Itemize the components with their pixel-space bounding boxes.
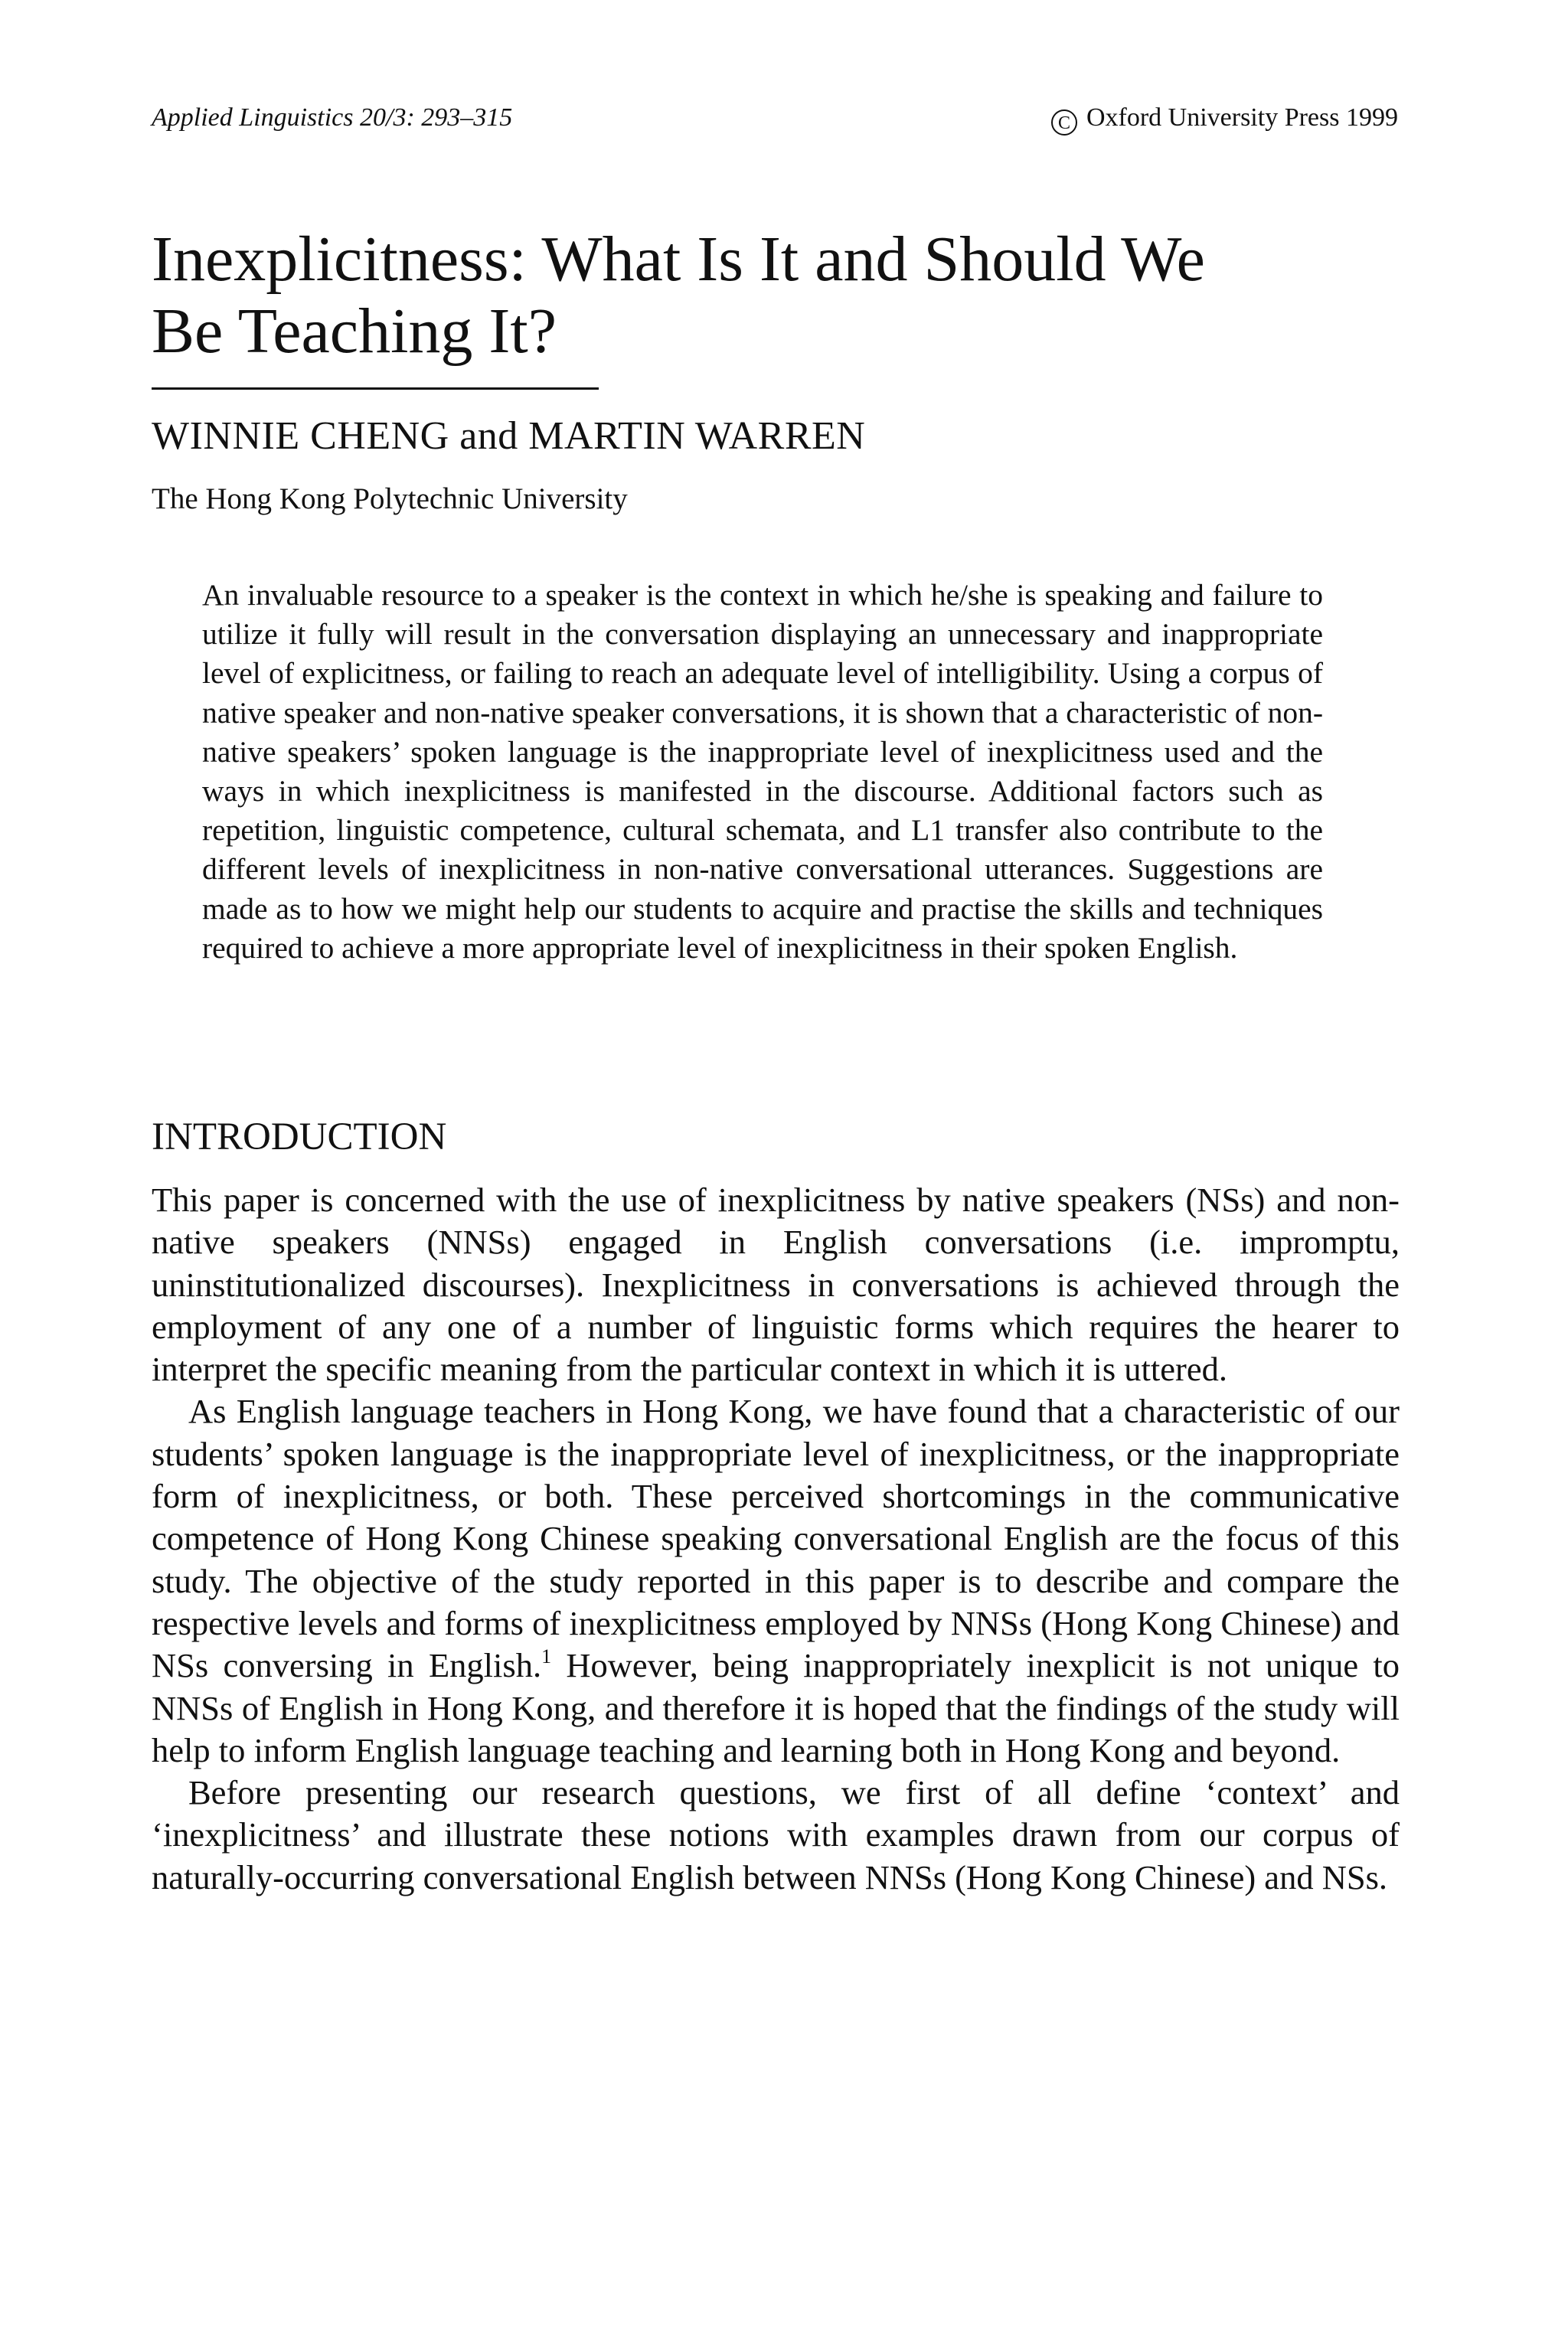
title-rule [152,387,599,390]
footnote-marker[interactable]: 1 [541,1645,552,1668]
running-head [152,101,1398,136]
paragraph-2-text: As English language teachers in Hong Kong, we have found that a characteristic of our students’ spoken language is the inappropriate level of inexplicitness, or the inappropriate form of inexplicitness, or both. These perceived shortcomings in the communicative competence of Hong Kong Chinese speaking conversational English are the focus of this study. The objective of the study reported in this paper is to describe and compare the respective levels and forms of inexplicitness employed by NNSs (Hong Kong Chinese) and NSs conversing in English. [152,1392,1400,1685]
copyright-line [1051,101,1398,136]
publisher-text: Oxford University Press 1999 [1086,103,1398,132]
abstract: An invaluable resource to a speaker is the context in which he/she is speaking and failure to utilize it fully will result in the conversation displaying an unnecessary and inappropriate level of explicitness, or failing to reach an adequate level of intelligibility. Using a corpus of native speaker and non-native speaker conversations, it is shown that a characteristic of non-native speakers’ spoken language is the inappropriate level of inexplicitness used and the ways in which inexplicitness is manifested in the discourse. Additional factors such as repetition, linguistic competence, cultural schemata, and L1 transfer also contribute to the different levels of inexplicitness in non-native conversational utterances. Suggestions are made as to how we might help our students to acquire and practise the skills and techniques required to achieve a more appropriate level of inexplicitness in their spoken English. [202,578,1323,965]
paragraph-2-text-continued: However, being inappropriately inexplicit is not unique to NNSs of English in Hong Kong, and therefore it is hoped that the findings of the study will help to inform English language teaching and learning both in Hong Kong and beyond. [152,1646,1400,1769]
journal-reference: Applied Linguistics 20/3: 293–315 [152,103,513,132]
article-authors: WINNIE CHENG and MARTIN WARREN [152,414,866,458]
section-heading-introduction: INTRODUCTION [152,1116,447,1158]
introduction-body [152,1179,1400,1899]
author-affiliation: The Hong Kong Polytechnic University [152,482,628,515]
copyright-icon: C [1051,109,1077,136]
introduction-paragraph-2 [152,1390,1400,1772]
article-title: Inexplicitness: What Is It and Should We Be Teaching It? [152,224,1205,367]
introduction-paragraph-1: This paper is concerned with the use of inexplicitness by native speakers (NSs) and non-native speakers (NNSs) engaged in English conversations (i.e. impromptu, uninstitutionalized discourses). Inexplicitness in conversations is achieved through the employment of any one of a number of linguistic forms which requires the hearer to interpret the specific meaning from the particular context in which it is uttered. [152,1181,1400,1389]
introduction-paragraph-3: Before presenting our research questions, we first of all define ‘context’ and ‘inexplicitness’ and illustrate these notions with examples drawn from our corpus of naturally-occurring conversational English between NNSs (Hong Kong Chinese) and NSs. [152,1773,1400,1896]
